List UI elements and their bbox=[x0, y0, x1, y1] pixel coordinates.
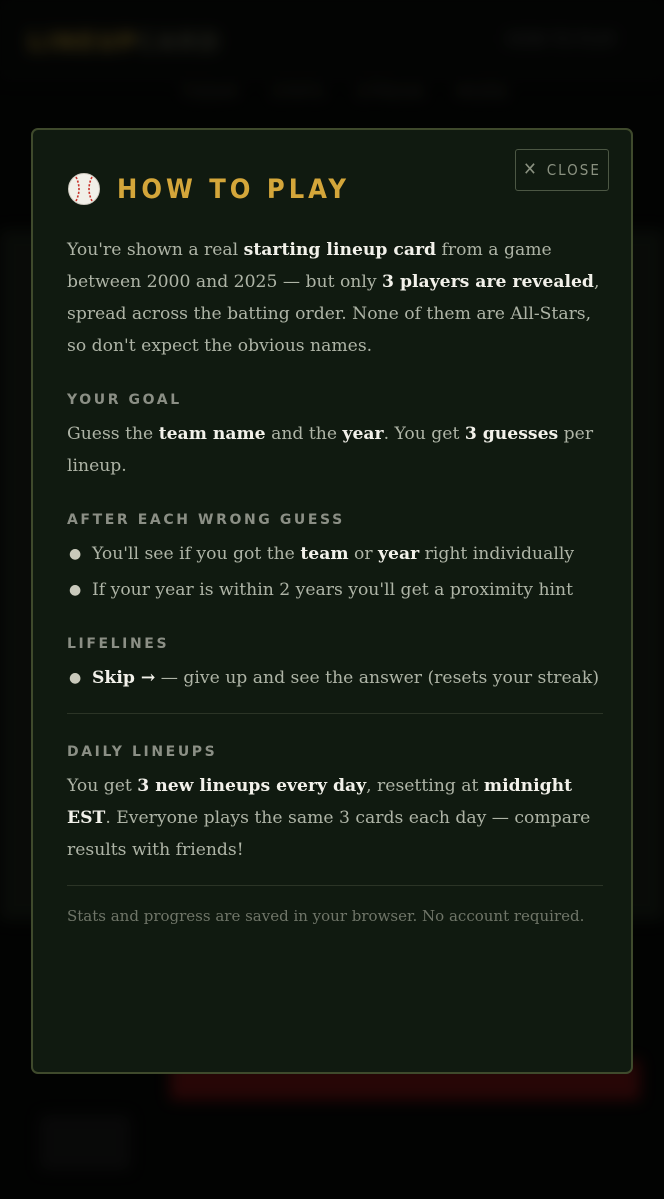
tab-more: MORE bbox=[455, 82, 509, 103]
goal-text-2: and the bbox=[265, 424, 343, 444]
item-text-2: or bbox=[348, 544, 379, 564]
goal-text-4: per lineup. bbox=[67, 424, 594, 476]
daily-paragraph bbox=[67, 770, 603, 866]
daily-bold-2: midnight EST bbox=[67, 776, 573, 828]
modal-content bbox=[67, 234, 603, 930]
section-heading-wrong-guess: AFTER EACH WRONG GUESS bbox=[67, 512, 345, 528]
intro-bold-1: starting lineup card bbox=[243, 240, 437, 260]
goal-bold-1: team name bbox=[158, 424, 266, 444]
list-item bbox=[67, 538, 603, 570]
tab-today: TODAY bbox=[180, 82, 241, 103]
item-bold-1: team bbox=[300, 544, 349, 564]
daily-text-1: You get bbox=[67, 776, 138, 796]
skip-description: — give up and see the answer (resets your streak) bbox=[155, 668, 600, 688]
daily-text-3: . Everyone plays the same 3 cards each day — compare results with friends! bbox=[67, 808, 591, 860]
goal-bold-3: 3 guesses bbox=[464, 424, 559, 444]
section-heading-lifelines: LIFELINES bbox=[67, 636, 170, 652]
item-text-3: right individually bbox=[419, 544, 575, 564]
footer-note: Stats and progress are saved in your browser. No account required. bbox=[67, 907, 585, 925]
lifelines-list bbox=[67, 662, 603, 694]
close-label: CLOSE bbox=[546, 161, 601, 179]
how-to-play-link: HOW TO PLAY bbox=[507, 32, 616, 48]
goal-text-3: . You get bbox=[383, 424, 465, 444]
goal-paragraph bbox=[67, 418, 603, 482]
intro-text-3: , spread across the batting order. None of them are All-Stars, so don't expect the obvious names. bbox=[67, 272, 600, 356]
close-button[interactable] bbox=[515, 149, 609, 191]
item-bold-2: year bbox=[378, 544, 420, 564]
bullet-icon: ● bbox=[69, 582, 82, 598]
intro-text-2: from a game between 2000 and 2025 — but only bbox=[67, 240, 552, 292]
modal-header bbox=[67, 172, 350, 206]
tab-streak: STREAK bbox=[355, 82, 426, 103]
bullet-icon: ● bbox=[69, 546, 82, 562]
list-item bbox=[67, 574, 603, 606]
list-item bbox=[67, 662, 603, 694]
logo-part-1: LINEUP bbox=[28, 28, 138, 56]
tab-stats: STATS bbox=[270, 82, 325, 103]
section-heading-daily: DAILY LINEUPS bbox=[67, 744, 218, 760]
wrong-guess-list bbox=[67, 538, 603, 606]
section-heading-goal: YOUR GOAL bbox=[67, 392, 182, 408]
logo-part-2: CARD bbox=[137, 28, 221, 56]
modal-title: HOW TO PLAY bbox=[117, 173, 350, 205]
how-to-play-modal bbox=[31, 128, 633, 1074]
item-text-1: You'll see if you got the bbox=[92, 544, 301, 564]
divider bbox=[67, 885, 603, 886]
divider bbox=[67, 713, 603, 714]
goal-text-1: Guess the bbox=[67, 424, 159, 444]
bullet-icon: ● bbox=[69, 670, 82, 686]
goal-bold-2: year bbox=[342, 424, 384, 444]
intro-text-1: You're shown a real bbox=[67, 240, 244, 260]
skip-label: Skip → bbox=[92, 668, 156, 688]
item-text: If your year is within 2 years you'll get a proximity hint bbox=[92, 580, 573, 600]
close-icon: ✕ bbox=[523, 159, 539, 180]
baseball-icon bbox=[67, 172, 101, 206]
intro-bold-2: 3 players are revealed bbox=[382, 272, 594, 292]
daily-text-2: , resetting at bbox=[366, 776, 484, 796]
daily-bold-1: 3 new lineups every day bbox=[137, 776, 367, 796]
intro-paragraph bbox=[67, 234, 603, 362]
